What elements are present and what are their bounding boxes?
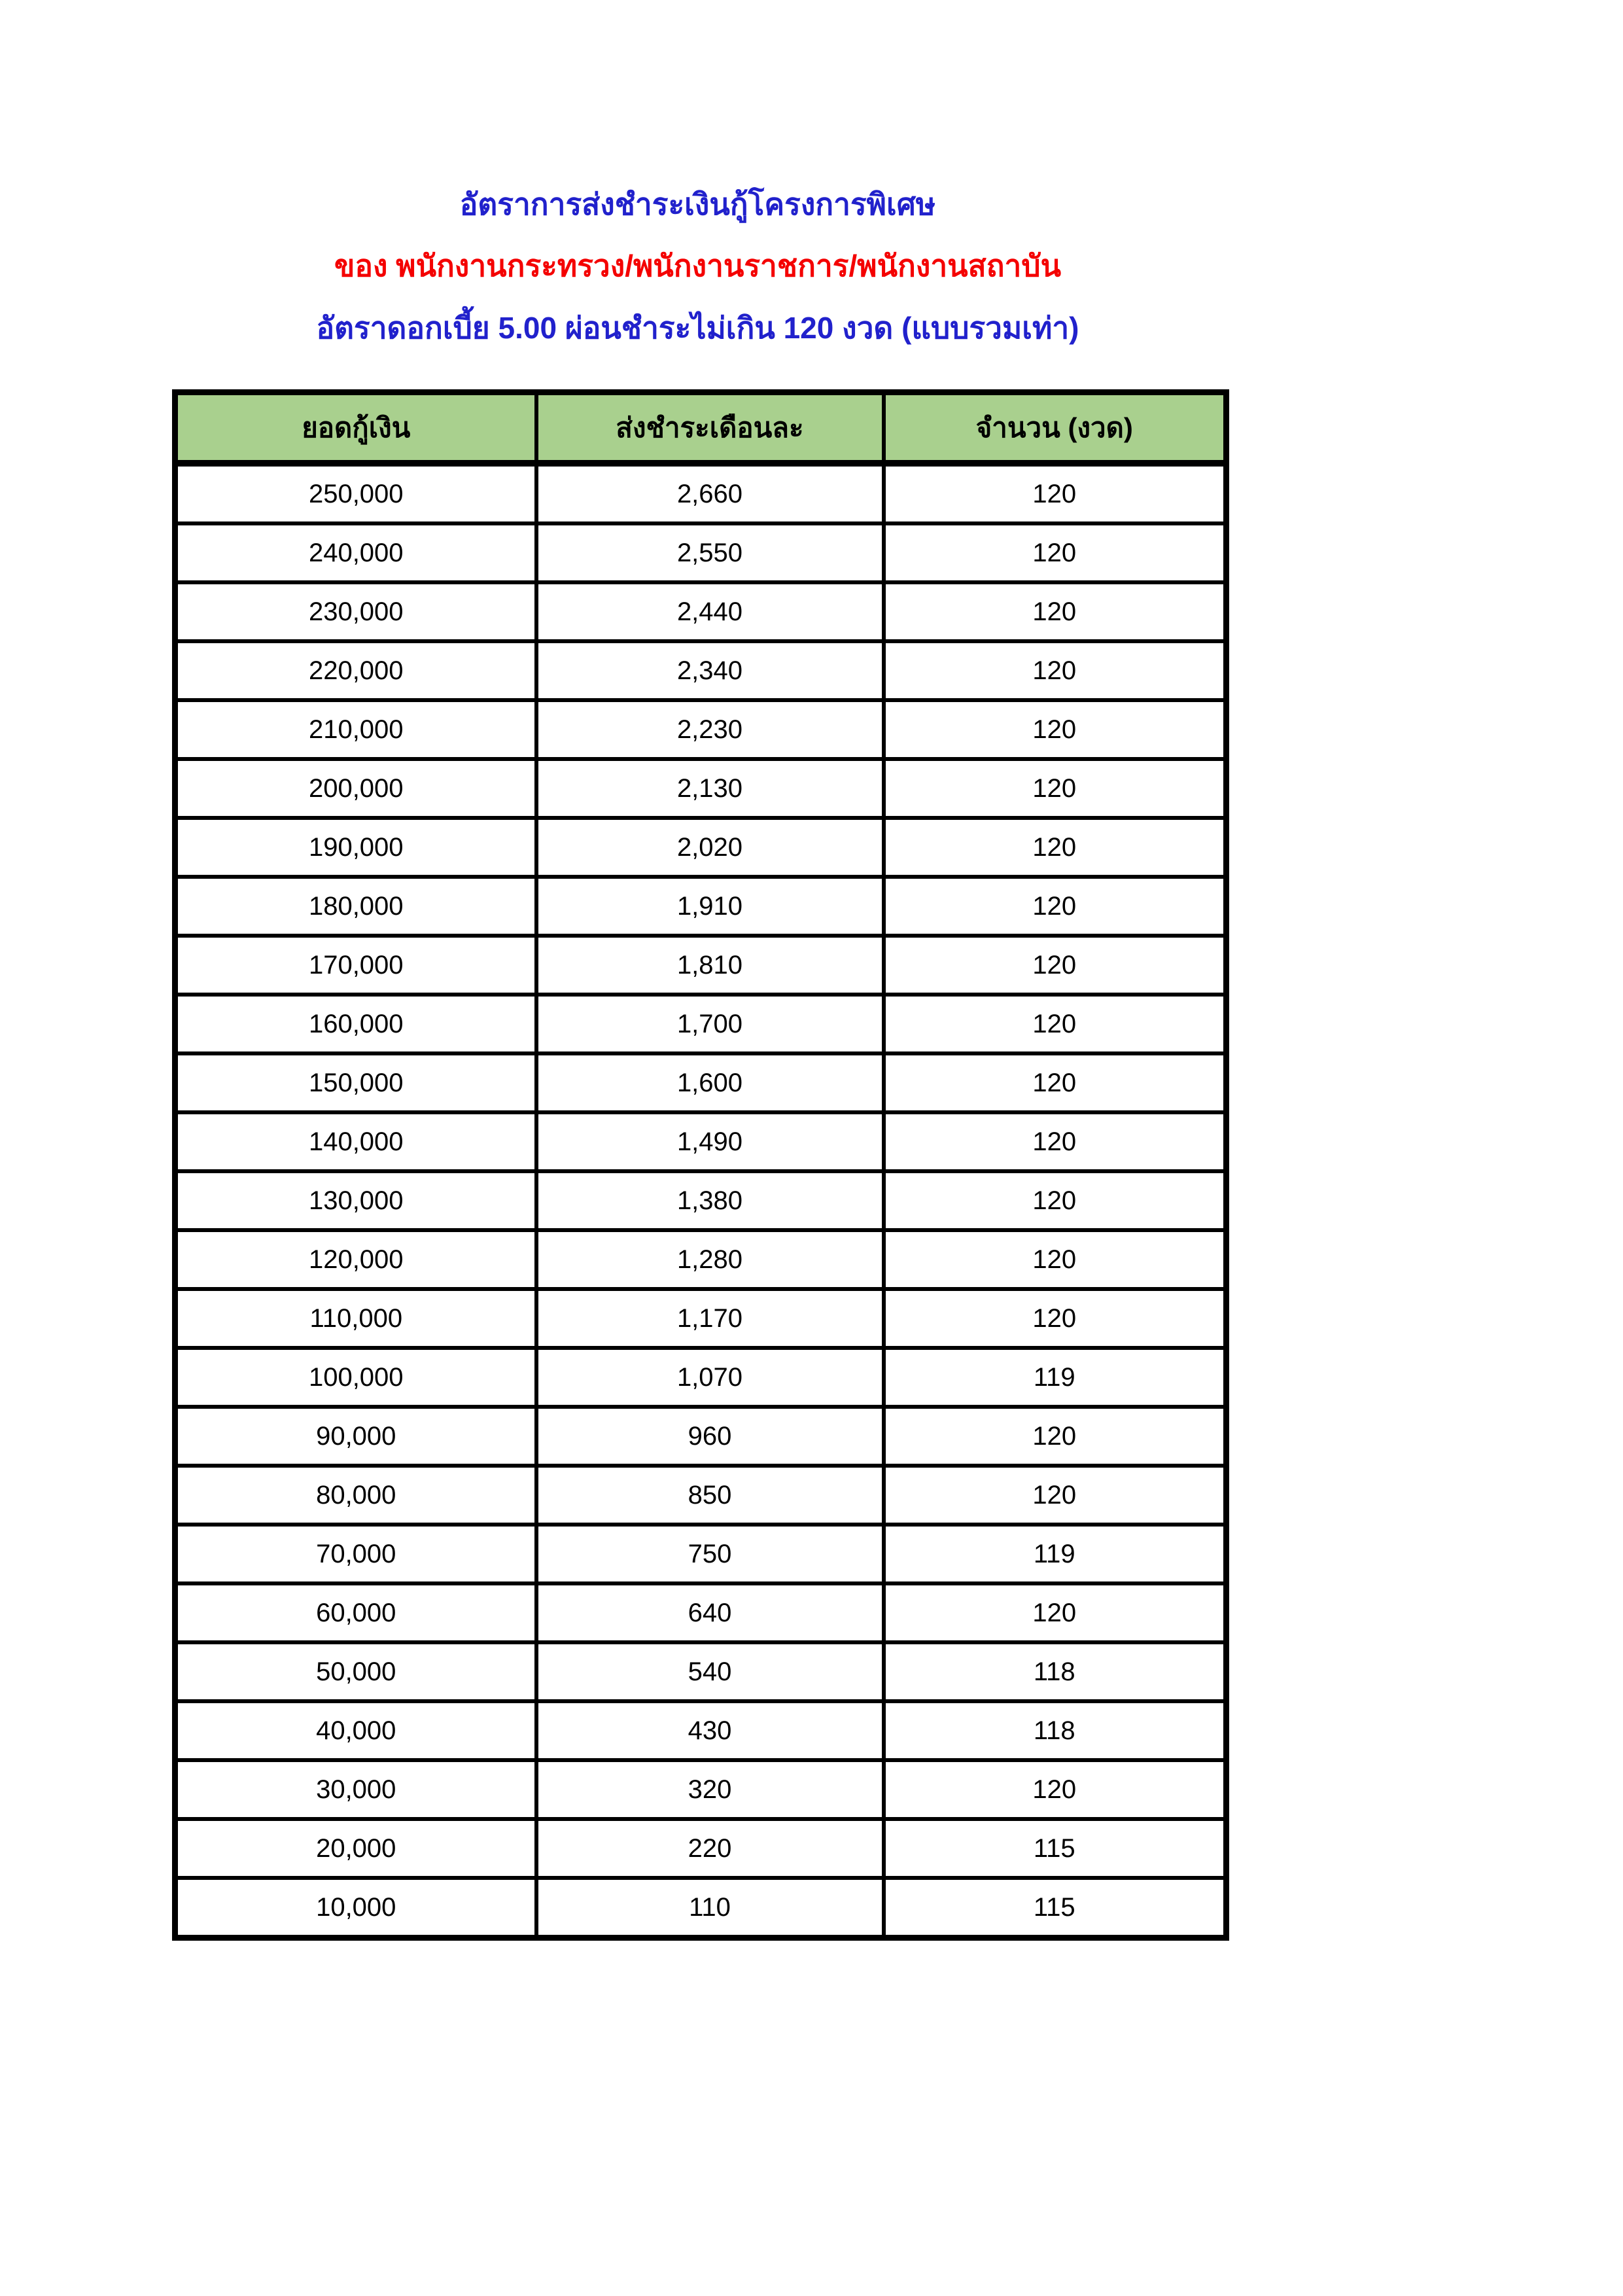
installment-count-cell: 119	[884, 1525, 1227, 1583]
loan-amount-cell: 170,000	[175, 936, 536, 995]
table-row	[175, 818, 1227, 877]
table-row	[175, 582, 1227, 641]
header-installment-count: จำนวน (งวด)	[884, 393, 1227, 464]
loan-amount-cell: 180,000	[175, 877, 536, 936]
table-row	[175, 1053, 1227, 1112]
table-row	[175, 523, 1227, 582]
table-row	[175, 463, 1227, 523]
table-header-row	[175, 393, 1227, 464]
title-line-3: อัตราดอกเบี้ย 5.00 ผ่อนชำระไม่เกิน 120 งวด (แบบรวมเท่า)	[316, 310, 1079, 345]
monthly-payment-cell: 1,490	[536, 1112, 884, 1171]
installment-count-cell: 120	[884, 1760, 1227, 1819]
monthly-payment-cell: 430	[536, 1701, 884, 1760]
table-row	[175, 1407, 1227, 1466]
loan-amount-cell: 150,000	[175, 1053, 536, 1112]
table-row	[175, 641, 1227, 700]
table-row	[175, 1819, 1227, 1878]
table-row	[175, 1289, 1227, 1348]
loan-amount-cell: 70,000	[175, 1525, 536, 1583]
installment-count-cell: 120	[884, 700, 1227, 759]
monthly-payment-cell: 2,020	[536, 818, 884, 877]
loan-amount-cell: 20,000	[175, 1819, 536, 1878]
monthly-payment-cell: 2,130	[536, 759, 884, 818]
monthly-payment-cell: 1,380	[536, 1171, 884, 1230]
monthly-payment-cell: 540	[536, 1642, 884, 1701]
table-row	[175, 1171, 1227, 1230]
monthly-payment-cell: 2,230	[536, 700, 884, 759]
installment-count-cell: 115	[884, 1819, 1227, 1878]
installment-count-cell: 120	[884, 523, 1227, 582]
installment-count-cell: 120	[884, 1466, 1227, 1525]
table-row	[175, 1466, 1227, 1525]
loan-amount-cell: 250,000	[175, 463, 536, 523]
table-row	[175, 995, 1227, 1053]
title-line-1: อัตราการส่งชำระเงินกู้โครงการพิเศษ	[459, 187, 936, 221]
monthly-payment-cell: 1,280	[536, 1230, 884, 1289]
loan-amount-cell: 210,000	[175, 700, 536, 759]
installment-count-cell: 120	[884, 463, 1227, 523]
loan-amount-cell: 10,000	[175, 1878, 536, 1938]
monthly-payment-cell: 1,600	[536, 1053, 884, 1112]
installment-count-cell: 120	[884, 1053, 1227, 1112]
loan-table-body	[175, 463, 1227, 1938]
installment-count-cell: 120	[884, 759, 1227, 818]
installment-count-cell: 120	[884, 995, 1227, 1053]
installment-count-cell: 120	[884, 1171, 1227, 1230]
monthly-payment-cell: 1,810	[536, 936, 884, 995]
installment-count-cell: 120	[884, 877, 1227, 936]
loan-amount-cell: 30,000	[175, 1760, 536, 1819]
installment-count-cell: 120	[884, 818, 1227, 877]
table-row	[175, 1760, 1227, 1819]
loan-amount-cell: 120,000	[175, 1230, 536, 1289]
table-row	[175, 759, 1227, 818]
installment-count-cell: 120	[884, 641, 1227, 700]
installment-count-cell: 115	[884, 1878, 1227, 1938]
monthly-payment-cell: 2,660	[536, 463, 884, 523]
loan-amount-cell: 240,000	[175, 523, 536, 582]
table-row	[175, 1348, 1227, 1407]
loan-amount-cell: 80,000	[175, 1466, 536, 1525]
table-row	[175, 700, 1227, 759]
loan-amount-cell: 190,000	[175, 818, 536, 877]
installment-count-cell: 119	[884, 1348, 1227, 1407]
monthly-payment-cell: 2,340	[536, 641, 884, 700]
table-row	[175, 1112, 1227, 1171]
header-monthly-payment: ส่งชำระเดือนละ	[536, 393, 884, 464]
repayment-table	[172, 389, 1229, 1941]
loan-amount-cell: 140,000	[175, 1112, 536, 1171]
monthly-payment-cell: 1,170	[536, 1289, 884, 1348]
loan-amount-cell: 60,000	[175, 1583, 536, 1642]
loan-amount-cell: 40,000	[175, 1701, 536, 1760]
loan-amount-cell: 100,000	[175, 1348, 536, 1407]
table-row	[175, 877, 1227, 936]
loan-amount-cell: 50,000	[175, 1642, 536, 1701]
monthly-payment-cell: 1,910	[536, 877, 884, 936]
monthly-payment-cell: 1,070	[536, 1348, 884, 1407]
table-row	[175, 1642, 1227, 1701]
table-row	[175, 1878, 1227, 1938]
monthly-payment-cell: 1,700	[536, 995, 884, 1053]
loan-amount-cell: 160,000	[175, 995, 536, 1053]
loan-amount-cell: 110,000	[175, 1289, 536, 1348]
installment-count-cell: 120	[884, 1230, 1227, 1289]
loan-amount-cell: 130,000	[175, 1171, 536, 1230]
installment-count-cell: 120	[884, 1289, 1227, 1348]
loan-amount-cell: 220,000	[175, 641, 536, 700]
table-row	[175, 1525, 1227, 1583]
monthly-payment-cell: 640	[536, 1583, 884, 1642]
installment-count-cell: 120	[884, 1583, 1227, 1642]
table-row	[175, 1701, 1227, 1760]
loan-amount-cell: 90,000	[175, 1407, 536, 1466]
monthly-payment-cell: 2,550	[536, 523, 884, 582]
monthly-payment-cell: 320	[536, 1760, 884, 1819]
installment-count-cell: 120	[884, 582, 1227, 641]
header-loan-amount: ยอดกู้เงิน	[175, 393, 536, 464]
installment-count-cell: 120	[884, 1407, 1227, 1466]
monthly-payment-cell: 960	[536, 1407, 884, 1466]
monthly-payment-cell: 110	[536, 1878, 884, 1938]
installment-count-cell: 118	[884, 1642, 1227, 1701]
document-header	[172, 188, 1223, 344]
installment-count-cell: 120	[884, 936, 1227, 995]
monthly-payment-cell: 2,440	[536, 582, 884, 641]
table-row	[175, 1230, 1227, 1289]
table-row	[175, 936, 1227, 995]
loan-amount-cell: 230,000	[175, 582, 536, 641]
monthly-payment-cell: 750	[536, 1525, 884, 1583]
installment-count-cell: 120	[884, 1112, 1227, 1171]
installment-count-cell: 118	[884, 1701, 1227, 1760]
monthly-payment-cell: 220	[536, 1819, 884, 1878]
title-line-2: ของ พนักงานกระทรวง/พนักงานราชการ/พนักงานสถาบัน	[334, 249, 1062, 283]
table-row	[175, 1583, 1227, 1642]
loan-amount-cell: 200,000	[175, 759, 536, 818]
monthly-payment-cell: 850	[536, 1466, 884, 1525]
